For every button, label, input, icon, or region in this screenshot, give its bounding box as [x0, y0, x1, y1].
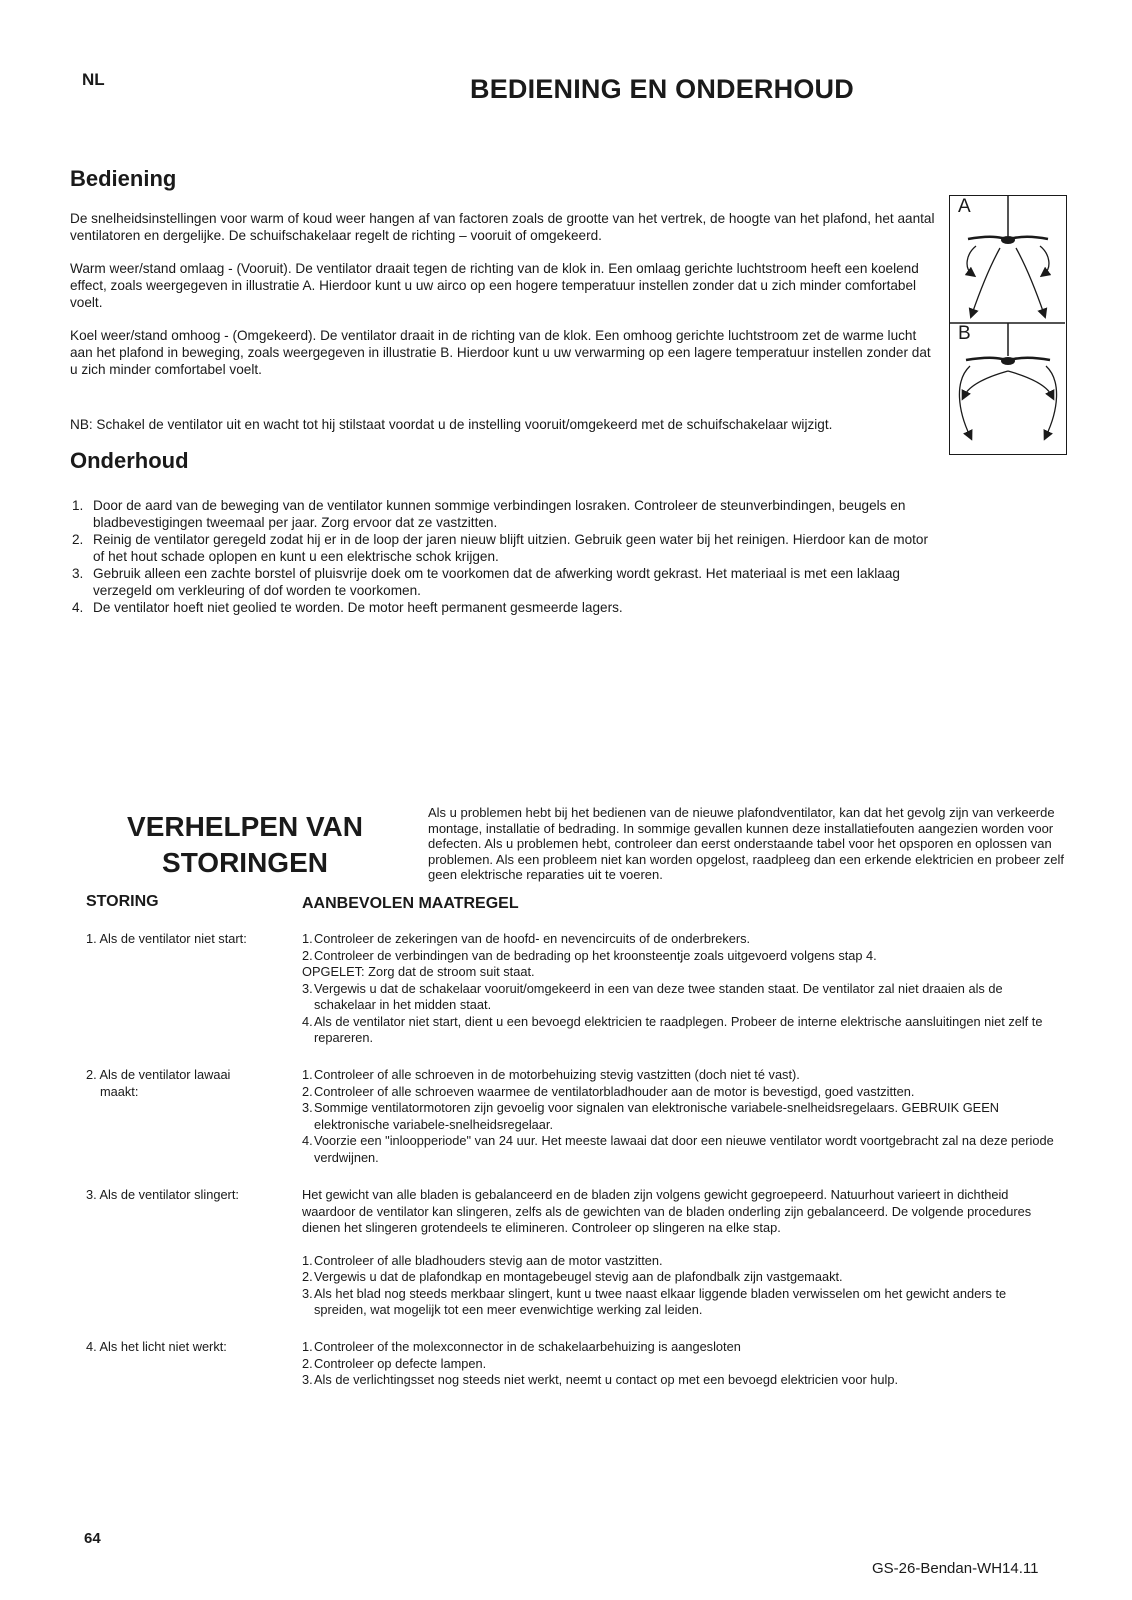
item-number: 3.	[302, 980, 313, 996]
item-number: 2.	[302, 1269, 313, 1284]
list-item	[302, 1133, 1062, 1166]
item-number: 1.	[302, 931, 313, 946]
problem-text: 4. Als het licht niet werkt:	[86, 1339, 227, 1354]
troubleshooting-title	[110, 809, 380, 881]
operation-heading: Bediening	[70, 166, 177, 191]
list-item	[302, 1253, 1062, 1270]
operation-paragraph: Koel weer/stand omhoog - (Omgekeerd). De ventilator draait in de richting van de klok. Een omhoog gerichte luchtstroom zet de warme lucht aan het plafond in beweging, zoals weergegeven in illustratie B. Hierdoor kunt u uw verwarming op een lagere temperatuur instellen zonder dat u zich minder comfortabel voelt.	[70, 328, 931, 377]
problem-text: 3. Als de ventilator slingert:	[86, 1187, 239, 1202]
item-number: 3.	[302, 1100, 313, 1115]
item-text: Controleer of alle schroeven waarmee de ventilatorbladhouder aan de motor is bevestigd, goed vastzitten.	[314, 1083, 915, 1099]
list-item	[70, 599, 930, 616]
item-number: 1.	[302, 1067, 313, 1082]
item-number: 2.	[302, 1355, 313, 1371]
fan-direction-figure	[949, 195, 1067, 455]
troubleshooting-title-line: VERHELPEN VAN	[127, 811, 363, 842]
fan-airflow-diagram	[950, 196, 1065, 453]
maintenance-list	[70, 497, 930, 616]
list-item	[70, 565, 930, 599]
item-text: Als het blad nog steeds merkbaar slingert, kunt u twee naast elkaar liggende bladen verwisselen om het gewicht anders te spreiden, wat mogelijk tot een meer evenwichtige werking zal leiden.	[314, 1285, 1007, 1317]
action-list	[302, 1339, 1062, 1389]
list-item	[302, 964, 1062, 981]
list-item	[302, 981, 1062, 1014]
item-number: 2.	[302, 1083, 313, 1099]
list-item	[302, 1356, 1062, 1373]
list-item	[302, 1339, 1062, 1356]
list-item	[302, 1067, 1062, 1084]
item-text: Sommige ventilatormotoren zijn gevoelig voor signalen van elektronische variabele-snelheidsregelaars. GEBRUIK GEEN elektronische variabele-snelheidsregelaar.	[314, 1100, 999, 1132]
item-number: 4.	[302, 1133, 313, 1148]
figure-label-b: B	[958, 323, 971, 344]
item-number: 3.	[302, 1285, 313, 1301]
item-text: Controleer of alle bladhouders stevig aan de motor vastzitten.	[314, 1252, 663, 1268]
column-header-action: AANBEVOLEN MAATREGEL	[302, 895, 519, 912]
column-header-problem: STORING	[86, 893, 159, 910]
list-item	[70, 531, 930, 565]
problem-text-continued: maakt:	[100, 1083, 139, 1099]
problem-text: 1. Als de ventilator niet start:	[86, 931, 247, 946]
item-text: Vergewis u dat de plafondkap en montagebeugel stevig aan de plafondbalk zijn vastgemaakt.	[314, 1269, 843, 1284]
list-item	[70, 497, 930, 531]
operation-paragraph: Warm weer/stand omlaag - (Vooruit). De ventilator draait tegen de richting van de klok in. Een omlaag gerichte luchtstroom heeft een koelend effect, zoals weergegeven in illustratie A. Hierdoor kunt u uw airco op een hogere temperatuur instellen zonder dat u zich minder comfortabel voelt.	[70, 261, 919, 310]
item-text: Als de ventilator niet start, dient u een bevoegd elektricien te raadplegen. Probeer de interne elektrische aansluitingen niet zelf te repareren.	[314, 1013, 1043, 1045]
problem-text: 2. Als de ventilator lawaai	[86, 1067, 231, 1082]
problem-explanation: Het gewicht van alle bladen is gebalanceerd en de bladen zijn volgens gewicht gegroepeerd. Natuurhout varieert in dichtheid waardoor de ventilator kan slingeren, zelfs als de gewichten van de bladen onderling zijn gebalanceerd. De volgende procedures dienen het slingeren grotendeels te elimineren. Controleer op slingeren na elke stap.	[302, 1187, 1032, 1235]
operation-text	[70, 210, 940, 394]
maintenance-heading: Onderhoud	[70, 448, 189, 473]
item-text: Controleer de zekeringen van de hoofd- en nevencircuits of de onderbrekers.	[314, 931, 751, 946]
item-text: Reinig de ventilator geregeld zodat hij er in de loop der jaren nieuw blijft uitzien. Gebruik geen water bij het reinigen. Hierdoor kan de motor of het hout schade oplopen en kunt u een elektrische schok krijgen.	[93, 532, 928, 564]
item-text: OPGELET: Zorg dat de stroom suit staat.	[302, 964, 535, 979]
list-item	[302, 1372, 1062, 1389]
operation-paragraph: De snelheidsinstellingen voor warm of koud weer hangen af van factoren zoals de grootte van het vertrek, de hoogte van het plafond, het aantal ventilatoren en dergelijke. De schuifschakelaar regelt de richting – vooruit of omgekeerd.	[70, 211, 935, 243]
figure-label-a: A	[958, 196, 971, 217]
problem-label	[86, 931, 276, 948]
item-text: Voorzie een "inloopperiode" van 24 uur. Het meeste lawaai dat door een nieuwe ventilator wordt voortgebracht zal na deze periode verdwijnen.	[314, 1133, 1054, 1165]
item-text: Gebruik alleen een zachte borstel of pluisvrije doek om te voorkomen dat de afwerking wordt gekrast. Het materiaal is met een laklaag verzegeld om verkleuring of dof worden te voorkomen.	[93, 566, 900, 598]
list-item	[302, 1084, 1062, 1101]
problem-label	[86, 1339, 276, 1356]
item-number: 1.	[72, 498, 84, 513]
item-text: Als de verlichtingsset nog steeds niet werkt, neemt u contact op met een bevoegd elektricien voor hulp.	[314, 1372, 899, 1387]
problem-label	[86, 1067, 276, 1100]
page-title: BEDIENING EN ONDERHOUD	[470, 74, 854, 104]
item-number: 2.	[302, 947, 313, 963]
list-item	[302, 1100, 1062, 1133]
item-number: 4.	[72, 600, 84, 615]
list-item	[302, 1286, 1062, 1319]
language-code: NL	[82, 70, 105, 89]
item-number: 3.	[72, 566, 84, 581]
action-list	[302, 1187, 1062, 1319]
item-number: 4.	[302, 1013, 313, 1029]
item-number: 3.	[302, 1372, 313, 1387]
item-text: Controleer of the molexconnector in de schakelaarbehuizing is aangesloten	[314, 1339, 741, 1354]
troubleshooting-title-line: STORINGEN	[162, 847, 328, 878]
troubleshooting-intro: Als u problemen hebt bij het bedienen van de nieuwe plafondventilator, kan dat het gevolg zijn van verkeerde montage, installatie of bedrading. In sommige gevallen kunnen deze installatiefouten aangezien worden voor defecten. Als u problemen hebt, controleer dan eerst onderstaande tabel voor het opsporen en oplossen van problemen. Als een probleem niet kan worden opgelost, raadpleeg dan een erkende elektricien en probeer zelf geen elektrische reparaties uit te voeren.	[428, 805, 1064, 882]
document-code: GS-26-Bendan-WH14.11	[872, 1560, 1039, 1577]
list-item	[302, 948, 1062, 965]
problem-label	[86, 1187, 276, 1204]
action-list	[302, 931, 1062, 1047]
list-item	[302, 1014, 1062, 1047]
item-number: 2.	[72, 532, 84, 547]
item-text: Controleer op defecte lampen.	[314, 1355, 487, 1371]
list-item	[302, 1269, 1062, 1286]
maintenance-list-wrapper	[70, 497, 930, 616]
item-number: 1.	[302, 1339, 313, 1354]
list-item	[302, 931, 1062, 948]
item-number: 1.	[302, 1252, 313, 1268]
operation-note: NB: Schakel de ventilator uit en wacht tot hij stilstaat voordat u de instelling vooruit/omgekeerd met de schuifschakelaar wijzigt.	[70, 417, 833, 432]
page-number: 64	[84, 1530, 101, 1547]
item-text: Vergewis u dat de schakelaar vooruit/omgekeerd in een van deze twee standen staat. De ventilator zal niet draaien als de schakelaar in het midden staat.	[314, 980, 1003, 1012]
item-text: Controleer de verbindingen van de bedrading op het kroonsteentje zoals uitgevoerd volgens stap 4.	[314, 947, 877, 963]
item-text: Controleer of alle schroeven in de motorbehuizing stevig vastzitten (doch niet té vast).	[314, 1067, 800, 1082]
item-text: Door de aard van de beweging van de ventilator kunnen sommige verbindingen losraken. Controleer de steunverbindingen, beugels en bladbevestigingen tweemaal per jaar. Zorg ervoor dat ze vastzitten.	[93, 498, 906, 530]
action-list	[302, 1067, 1062, 1166]
item-text: De ventilator hoeft niet geolied te worden. De motor heeft permanent gesmeerde lagers.	[93, 600, 623, 615]
